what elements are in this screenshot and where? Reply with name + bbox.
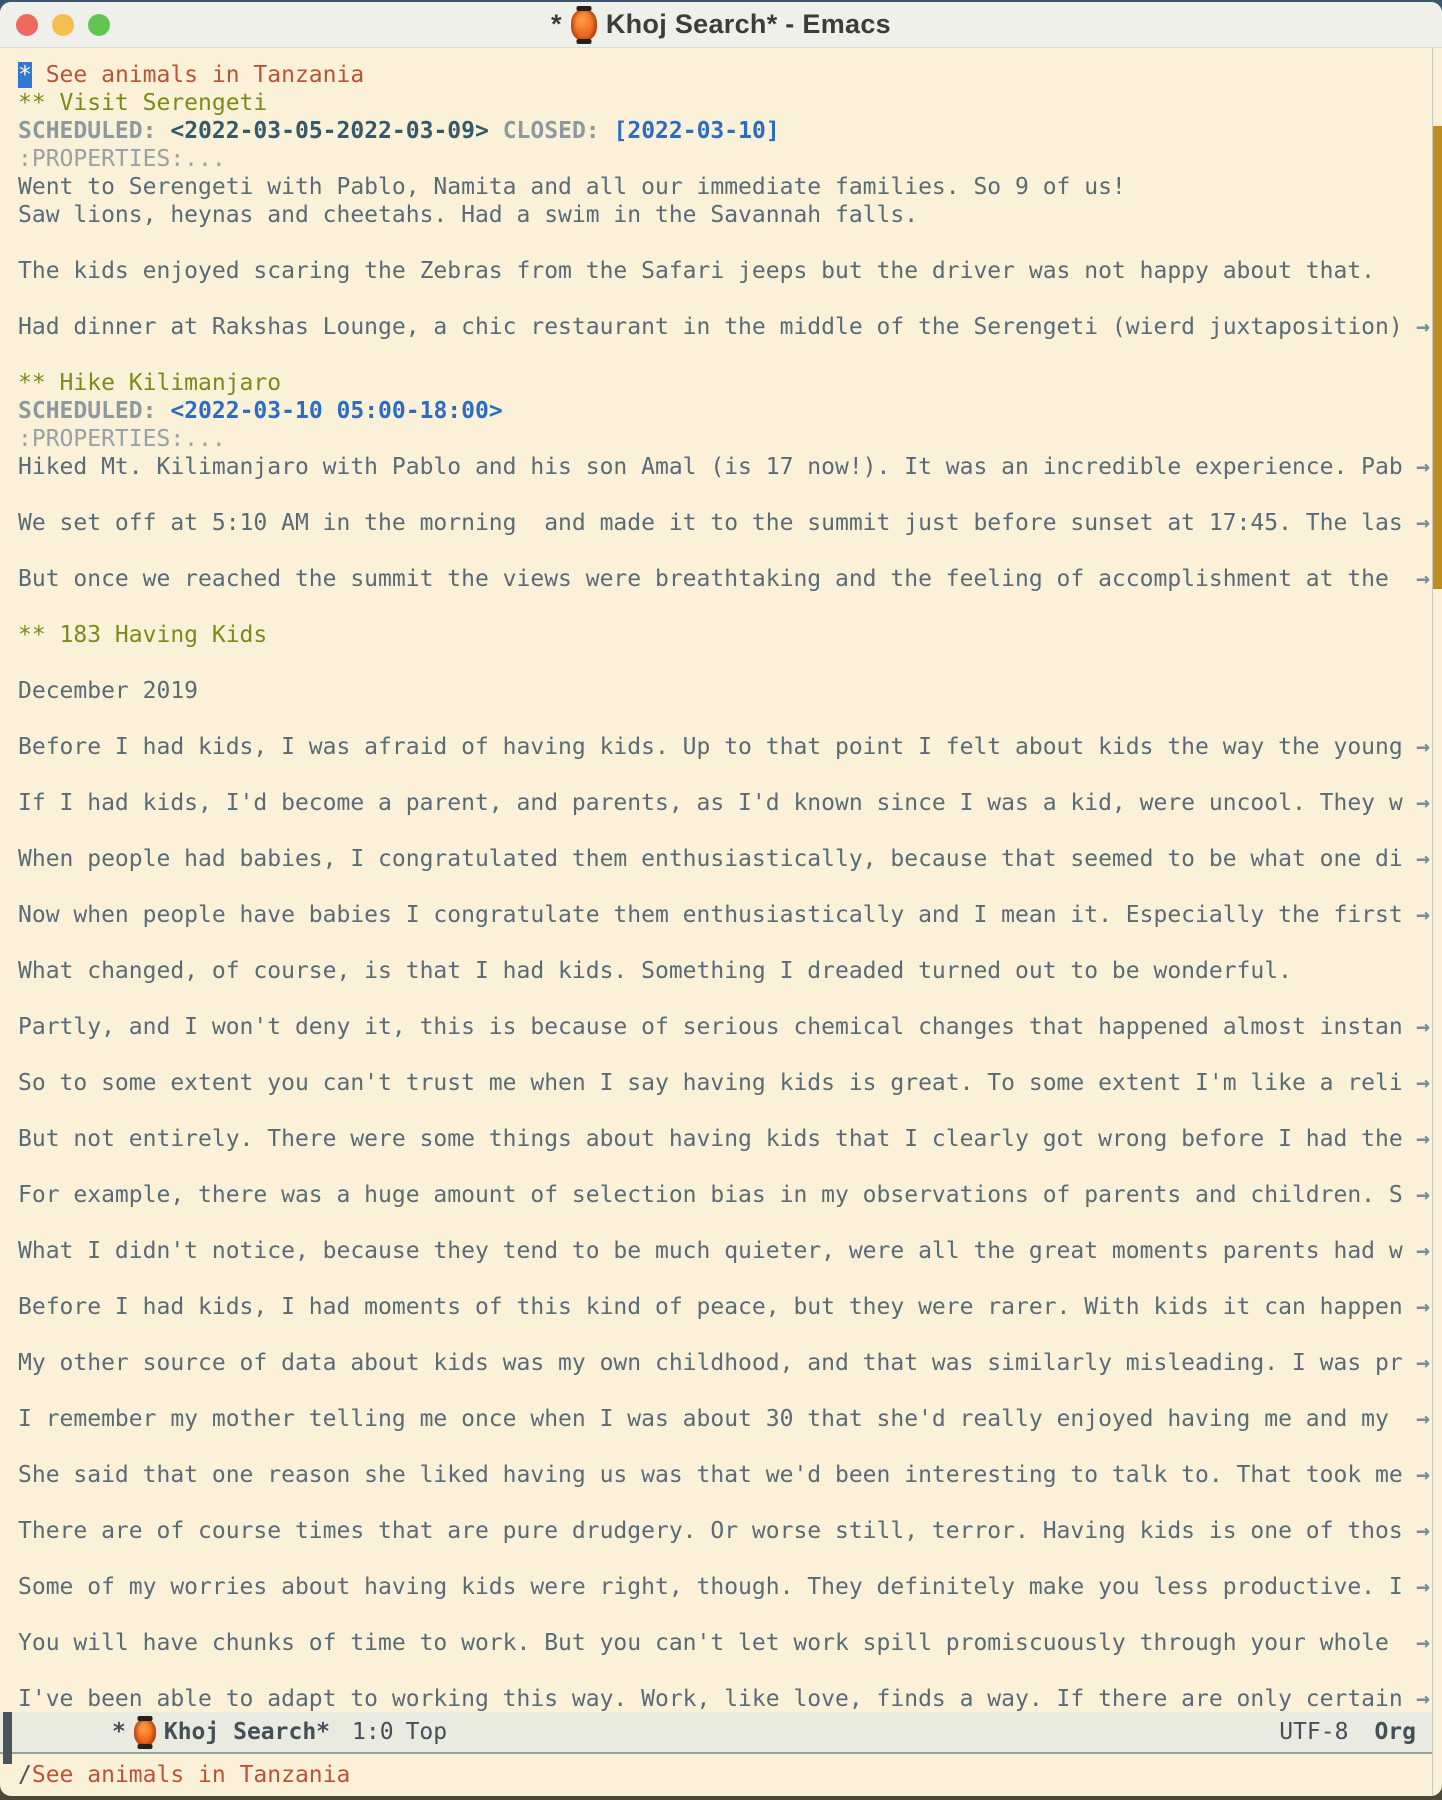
lantern-icon [134, 1719, 156, 1746]
buffer-line: The kids enjoyed scaring the Zebras from the Safari jeeps but the driver was not happy about that. [18, 258, 1376, 284]
buffer-line [18, 1153, 1430, 1181]
scrollbar-track[interactable] [1432, 48, 1442, 1796]
line-truncation-arrow-icon: → [1416, 1238, 1430, 1264]
emacs-window [0, 2, 1442, 1796]
line-truncation-arrow-icon: → [1416, 790, 1430, 816]
buffer-lines [18, 61, 1430, 1713]
buffer-line: Before I had kids, I was afraid of having kids. Up to that point I felt about kids the way the young → [18, 734, 1430, 760]
org-timestamp: [2022-03-10] [613, 118, 780, 144]
org-timestamp [489, 118, 503, 144]
text-cursor: * [18, 62, 32, 88]
org-keyword: SCHEDULED: [18, 118, 157, 144]
org-timestamp: <2022-03-05-2022-03-09> [170, 118, 489, 144]
buffer-line: Partly, and I won't deny it, this is because of serious chemical changes that happened almost instan → [18, 1014, 1430, 1040]
buffer-line [18, 285, 1430, 313]
modeline-major-mode[interactable]: Org [1374, 1719, 1416, 1745]
modeline-buffer-name: Khoj Search* [163, 1719, 331, 1745]
line-truncation-arrow-icon: → [1416, 1574, 1430, 1600]
modeline-caret [3, 1712, 12, 1764]
buffer-line [18, 481, 1430, 509]
buffer-line [18, 1377, 1430, 1405]
buffer-line: Now when people have babies I congratulate them enthusiastically and I mean it. Especially the first → [18, 902, 1430, 928]
buffer-line: There are of course times that are pure drudgery. Or worse still, terror. Having kids is one of thos → [18, 1518, 1430, 1544]
buffer-line [18, 1545, 1430, 1573]
line-truncation-arrow-icon: → [1416, 1518, 1430, 1544]
line-truncation-arrow-icon: → [1416, 566, 1430, 592]
modeline-position [352, 1719, 447, 1745]
buffer-line: For example, there was a huge amount of selection bias in my observations of parents and children. S → [18, 1182, 1430, 1208]
modeline-line-col: 1:0 [352, 1719, 394, 1745]
line-truncation-arrow-icon: → [1416, 454, 1430, 480]
buffer-line: * See animals in Tanzania [18, 62, 365, 88]
line-truncation-arrow-icon: → [1416, 1462, 1430, 1488]
buffer-line: Before I had kids, I had moments of this kind of peace, but they were rarer. With kids it can happen → [18, 1294, 1430, 1320]
buffer-line: But once we reached the summit the views were breathtaking and the feeling of accomplishment at the → [18, 566, 1430, 592]
line-truncation-arrow-icon: → [1416, 510, 1430, 536]
buffer-line: :PROPERTIES:... [18, 146, 226, 172]
org-keyword: SCHEDULED: [18, 398, 157, 424]
buffer-line [18, 341, 1430, 369]
line-truncation-arrow-icon: → [1416, 846, 1430, 872]
line-truncation-arrow-icon: → [1416, 902, 1430, 928]
buffer-line [18, 593, 1430, 621]
buffer-line [18, 1601, 1430, 1629]
org-timestamp [156, 398, 170, 424]
line-truncation-arrow-icon: → [1416, 314, 1430, 340]
lantern-icon [571, 9, 597, 41]
buffer-line [18, 1265, 1430, 1293]
buffer-line [18, 1321, 1430, 1349]
buffer-line: What I didn't notice, because they tend to be much quieter, were all the great moments parents had w → [18, 1238, 1430, 1264]
buffer-line: Went to Serengeti with Pablo, Namita and all our immediate families. So 9 of us! [18, 174, 1126, 200]
line-truncation-arrow-icon: → [1416, 1350, 1430, 1376]
minibuffer-prompt: / [18, 1762, 32, 1788]
org-buffer[interactable] [0, 48, 1442, 1712]
buffer-line [18, 1209, 1430, 1237]
buffer-line [18, 649, 1430, 677]
buffer-line [18, 1433, 1430, 1461]
line-truncation-arrow-icon: → [1416, 1686, 1430, 1712]
maximize-button[interactable] [88, 14, 110, 36]
minibuffer-query: See animals in Tanzania [31, 1762, 351, 1788]
line-truncation-arrow-icon: → [1416, 734, 1430, 760]
line-truncation-arrow-icon: → [1416, 1126, 1430, 1152]
buffer-line: My other source of data about kids was my own childhood, and that was similarly misleading. I was pr → [18, 1350, 1430, 1376]
buffer-line: But not entirely. There were some things about having kids that I clearly got wrong before I had the → [18, 1126, 1430, 1152]
buffer-line: Hiked Mt. Kilimanjaro with Pablo and his son Amal (is 17 now!). It was an incredible experience. Pab → [18, 454, 1430, 480]
buffer-line: We set off at 5:10 AM in the morning and made it to the summit just before sunset at 17:45. The las → [18, 510, 1430, 536]
minibuffer[interactable] [0, 1754, 1442, 1796]
buffer-line: What changed, of course, is that I had kids. Something I dreaded turned out to be wonderful. [18, 958, 1292, 984]
buffer-line: If I had kids, I'd become a parent, and parents, as I'd known since I was a kid, were uncool. They w → [18, 790, 1430, 816]
buffer-line: I remember my mother telling me once when I was about 30 that she'd really enjoyed having me and my → [18, 1406, 1430, 1432]
modeline-encoding: UTF-8 [1279, 1719, 1349, 1745]
modeline-right [1279, 1719, 1416, 1745]
line-truncation-arrow-icon: → [1416, 1014, 1430, 1040]
org-timestamp [600, 118, 614, 144]
buffer-line [18, 929, 1430, 957]
modeline-buffer-id [112, 1719, 330, 1746]
buffer-line [18, 985, 1430, 1013]
buffer-line [18, 705, 1430, 733]
titlebar [0, 2, 1442, 48]
buffer-line [18, 817, 1430, 845]
buffer-line [18, 1097, 1430, 1125]
org-timestamp: <2022-03-10 05:00-18:00> [170, 398, 503, 424]
buffer-line [18, 761, 1430, 789]
buffer-line: December 2019 [18, 678, 199, 704]
buffer-line: She said that one reason she liked having us was that we'd been interesting to talk to. That took me → [18, 1462, 1430, 1488]
buffer-line [18, 117, 1430, 145]
line-truncation-arrow-icon: → [1416, 1070, 1430, 1096]
scrollbar-thumb[interactable] [1433, 126, 1442, 589]
buffer-line: ** Visit Serengeti [18, 90, 268, 116]
close-button[interactable] [16, 14, 38, 36]
modeline-scroll-location: Top [405, 1719, 448, 1745]
buffer-line: Had dinner at Rakshas Lounge, a chic restaurant in the middle of the Serengeti (wierd juxtaposition) → [18, 314, 1430, 340]
buffer-line: ** 183 Having Kids [18, 622, 268, 648]
buffer-line [18, 397, 1430, 425]
buffer-line: I've been able to adapt to working this way. Work, like love, finds a way. If there are only certain → [18, 1686, 1430, 1712]
buffer-line: Saw lions, heynas and cheetahs. Had a swim in the Savannah falls. [18, 202, 919, 228]
window-title [551, 9, 891, 41]
buffer-line [18, 229, 1430, 257]
buffer-line [18, 1489, 1430, 1517]
modeline [0, 1712, 1442, 1754]
org-keyword: CLOSED: [502, 118, 600, 144]
line-truncation-arrow-icon: → [1416, 1406, 1430, 1432]
buffer-line [18, 873, 1430, 901]
buffer-line: ** Hike Kilimanjaro [18, 370, 282, 396]
buffer-line [18, 1657, 1430, 1685]
line-truncation-arrow-icon: → [1416, 1182, 1430, 1208]
traffic-lights [16, 2, 110, 47]
modeline-star: * [112, 1719, 126, 1745]
buffer-line: When people had babies, I congratulated them enthusiastically, because that seemed to be what one di → [18, 846, 1430, 872]
minimize-button[interactable] [52, 14, 74, 36]
buffer-line: You will have chunks of time to work. But you can't let work spill promiscuously through your whole → [18, 1630, 1430, 1656]
org-timestamp [156, 118, 170, 144]
title-star: * [551, 9, 562, 39]
title-text: Khoj Search* - Emacs [605, 9, 891, 39]
line-truncation-arrow-icon: → [1416, 1630, 1430, 1656]
buffer-line: So to some extent you can't trust me when I say having kids is great. To some extent I'm like a reli → [18, 1070, 1430, 1096]
buffer-line: :PROPERTIES:... [18, 426, 226, 452]
buffer-line [18, 537, 1430, 565]
line-truncation-arrow-icon: → [1416, 1294, 1430, 1320]
buffer-line [18, 1041, 1430, 1069]
buffer-line: Some of my worries about having kids were right, though. They definitely make you less productive. I → [18, 1574, 1430, 1600]
